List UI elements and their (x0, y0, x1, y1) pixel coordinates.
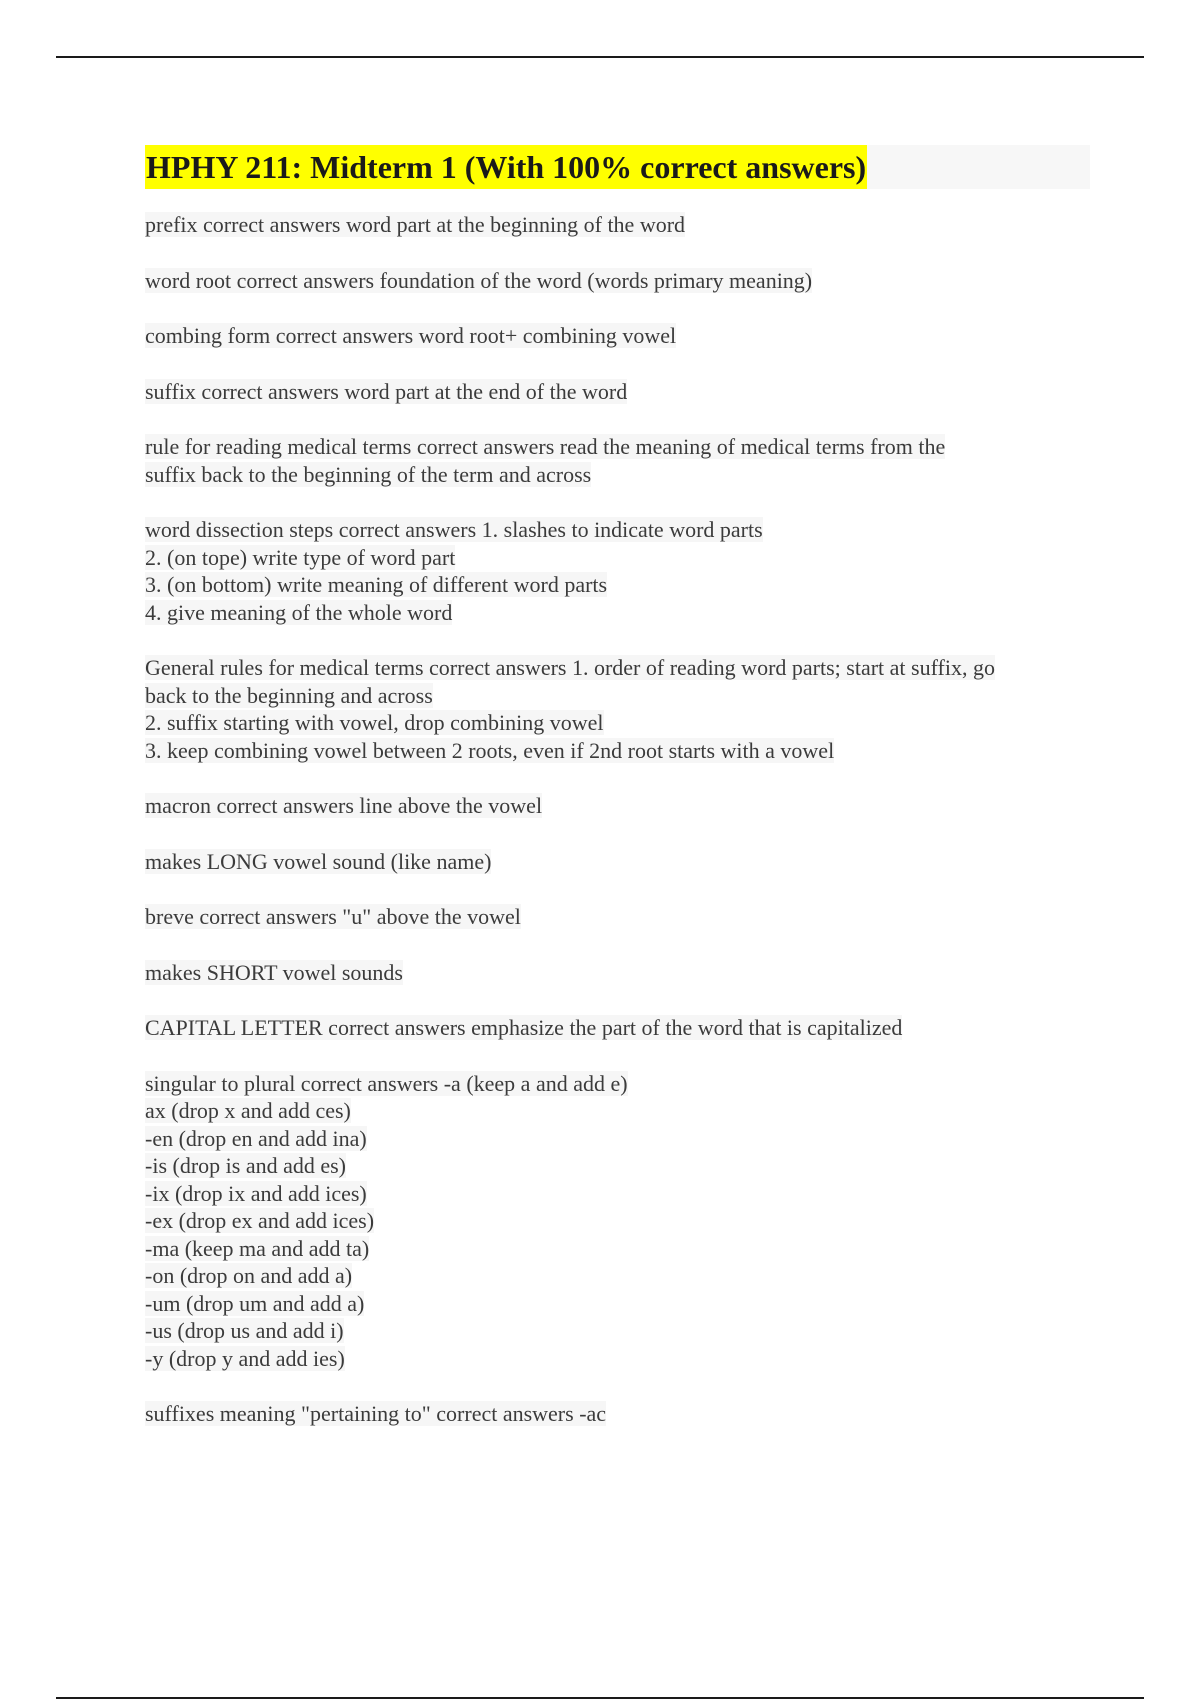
entry-line-text: makes LONG vowel sound (like name) (145, 848, 492, 874)
entry-line-text: 2. suffix starting with vowel, drop combining vowel (145, 710, 604, 735)
entry-line (145, 461, 1090, 489)
entry-line-text: -y (drop y and add ies) (145, 1345, 345, 1371)
entry-line (145, 1207, 1090, 1235)
entry-line (145, 516, 1090, 544)
entry-line-text: 3. (on bottom) write meaning of different word parts (145, 572, 608, 597)
entry-block (145, 516, 1090, 626)
entry-line-text: -en (drop en and add ina) (145, 1125, 367, 1151)
entry-block (145, 792, 1090, 820)
entry-block (145, 654, 1090, 764)
entry-line (145, 1290, 1090, 1318)
entry-line (145, 903, 1090, 931)
entry-block (145, 433, 1090, 488)
entry-line-text: macron correct answers line above the vowel (145, 793, 543, 818)
entry-line (145, 737, 1090, 765)
entry-line (145, 1317, 1090, 1345)
entry-block (145, 1014, 1090, 1042)
entry-line (145, 1070, 1090, 1098)
entry-block (145, 322, 1090, 350)
entry-line (145, 571, 1090, 599)
entry-block (145, 903, 1090, 931)
entry-block (145, 267, 1090, 295)
entry-line-text: General rules for medical terms correct answers 1. order of reading word parts; start at suffix, go (145, 655, 995, 680)
entry-line-text: makes SHORT vowel sounds (145, 959, 403, 985)
entry-line (145, 654, 1090, 682)
entry-line-text: combing form correct answers word root+ combining vowel (145, 323, 677, 348)
entry-line (145, 378, 1090, 406)
entry-block (145, 848, 1090, 876)
entry-line-text: -ma (keep ma and add ta) (145, 1235, 370, 1261)
entry-line-text: -us (drop us and add i) (145, 1318, 344, 1343)
entry-line-text: 2. (on tope) write type of word part (145, 544, 456, 570)
entry-line-text: -um (drop um and add a) (145, 1290, 365, 1316)
entry-line (145, 211, 1090, 239)
entry-line-text: word root correct answers foundation of the word (words primary meaning) (145, 267, 813, 293)
entry-line-text: suffixes meaning "pertaining to" correct answers -ac (145, 1401, 607, 1426)
entry-line-text: rule for reading medical terms correct answers read the meaning of medical terms from the (145, 434, 946, 459)
entry-line (145, 599, 1090, 627)
entry-line-text: 3. keep combining vowel between 2 roots, even if 2nd root starts with a vowel (145, 737, 835, 763)
entry-line-text: -on (drop on and add a) (145, 1263, 353, 1288)
entry-block (145, 1070, 1090, 1373)
entry-line-text: 4. give meaning of the whole word (145, 599, 453, 625)
entry-line-text: -ix (drop ix and add ices) (145, 1180, 367, 1206)
entry-line-text: suffix correct answers word part at the end of the word (145, 378, 628, 404)
entry-block (145, 378, 1090, 406)
entry-line (145, 1345, 1090, 1373)
entry-line-text: singular to plural correct answers -a (keep a and add e) (145, 1070, 628, 1096)
title-band (145, 145, 1090, 189)
entry-block (145, 959, 1090, 987)
top-rule (56, 56, 1144, 58)
entry-line (145, 267, 1090, 295)
entry-line-text: ax (drop x and add ces) (145, 1098, 351, 1123)
entry-line (145, 322, 1090, 350)
entry-line (145, 433, 1090, 461)
entry-line (145, 1180, 1090, 1208)
entry-block (145, 211, 1090, 239)
entry-line-text: prefix correct answers word part at the beginning of the word (145, 212, 686, 237)
entry-line-text: suffix back to the beginning of the term and across (145, 461, 592, 487)
entry-list (145, 211, 1090, 1428)
entry-line-text: word dissection steps correct answers 1. slashes to indicate word parts (145, 517, 763, 542)
bottom-rule (56, 1697, 1144, 1699)
entry-line-text: breve correct answers "u" above the vowel (145, 904, 521, 929)
entry-line (145, 848, 1090, 876)
entry-line (145, 1125, 1090, 1153)
entry-line (145, 959, 1090, 987)
entry-line-text: -is (drop is and add es) (145, 1153, 347, 1178)
entry-line (145, 544, 1090, 572)
entry-line-text: -ex (drop ex and add ices) (145, 1208, 375, 1233)
entry-line-text: back to the beginning and across (145, 682, 433, 708)
entry-line (145, 1097, 1090, 1125)
entry-line (145, 792, 1090, 820)
document-body (145, 145, 1090, 1456)
entry-line (145, 1262, 1090, 1290)
entry-line (145, 1014, 1090, 1042)
entry-line (145, 1400, 1090, 1428)
entry-line-text: CAPITAL LETTER correct answers emphasize the part of the word that is capitalized (145, 1015, 903, 1040)
entry-line (145, 1235, 1090, 1263)
entry-line (145, 1152, 1090, 1180)
document-title: HPHY 211: Midterm 1 (With 100% correct answers) (145, 145, 867, 189)
entry-block (145, 1400, 1090, 1428)
entry-line (145, 682, 1090, 710)
entry-line (145, 709, 1090, 737)
